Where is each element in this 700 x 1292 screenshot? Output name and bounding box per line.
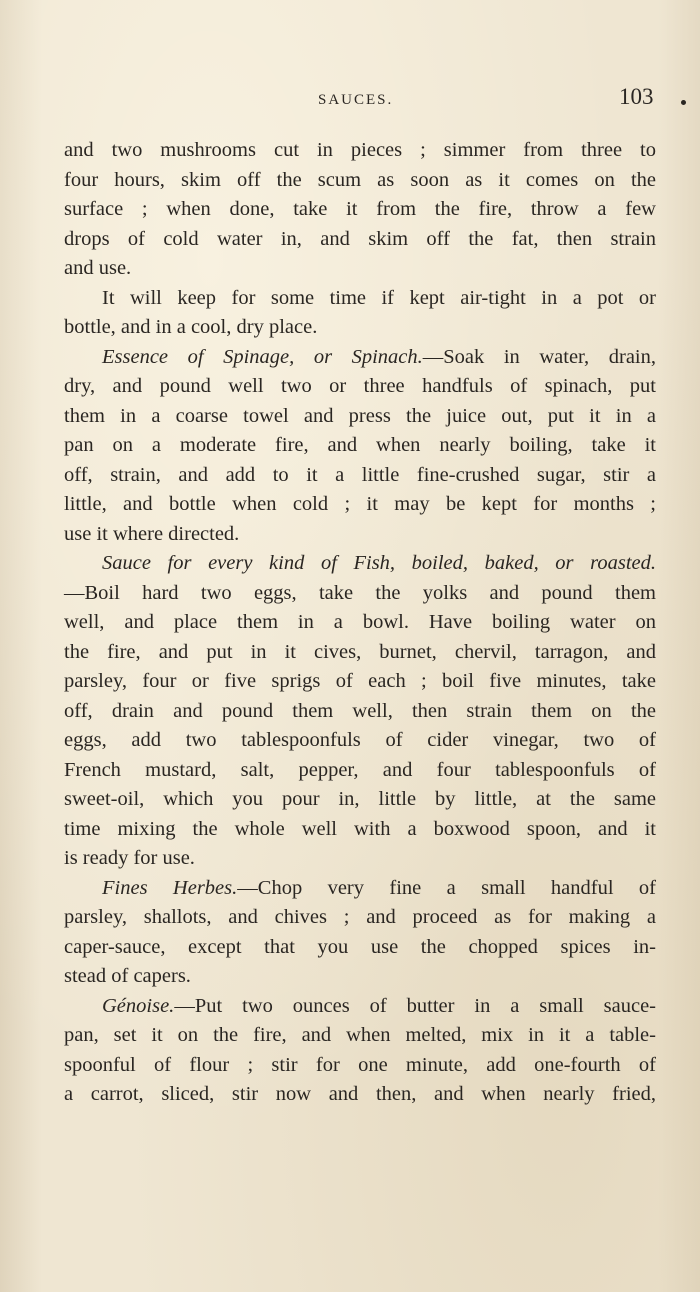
text-line: parsley, four or five sprigs of each ; boil five minutes, take [64, 670, 656, 692]
text-line: is ready for use. [64, 847, 195, 869]
recipe-heading: Sauce for every kind of Fish, boiled, baked, or roasted. [102, 552, 656, 574]
running-head [0, 84, 700, 114]
text-line: It will keep for some time if kept air-tight in a pot or [102, 286, 656, 309]
text-line: off, strain, and add to it a little fine-crushed sugar, stir a [64, 463, 656, 486]
text-line: use it where directed. [64, 522, 240, 545]
text-line: stead of capers. [64, 965, 191, 987]
recipe-essence-of-spinach [64, 343, 656, 550]
text-line [64, 992, 656, 1022]
recipe-fines-herbes [64, 874, 656, 992]
recipe-heading: Génoise. [102, 994, 175, 1017]
recipe-text: —Soak in water, drain, [422, 345, 656, 368]
text-line [64, 343, 656, 373]
recipe-heading: Fines Herbes. [102, 876, 238, 899]
text-line: a carrot, sliced, stir now and then, and when nearly fried, [64, 1083, 656, 1105]
text-line: four hours, skim off the scum as soon as it comes on the [64, 168, 656, 191]
text-line: bottle, and in a cool, dry place. [64, 316, 318, 338]
paragraph-keeping [64, 284, 656, 343]
text-line: drops of cold water in, and skim off the fat, then strain [64, 227, 656, 250]
page-number: 103 [619, 84, 654, 109]
text-line: time mixing the whole well with a boxwood spoon, and it [64, 817, 656, 840]
body-text [64, 136, 656, 1110]
text-line [64, 549, 656, 579]
text-line: pan on a moderate fire, and when nearly boiling, take it [64, 434, 656, 456]
text-line [64, 874, 656, 904]
text-line: little, and bottle when cold ; it may be kept for months ; [64, 493, 656, 515]
recipe-text: —Put two ounces of butter in a small sauce- [174, 994, 656, 1017]
text-line: the fire, and put in it cives, burnet, chervil, tarragon, and [64, 640, 656, 663]
text-line: spoonful of flour ; stir for one minute, add one-fourth of [64, 1053, 656, 1076]
running-title: SAUCES. [318, 92, 394, 108]
text-line: and use. [64, 257, 132, 279]
recipe-text: —Chop very fine a small handful of [237, 876, 656, 899]
text-line: sweet-oil, which you pour in, little by little, at the same [64, 788, 656, 810]
recipe-heading: Essence of Spinage, or Spinach. [102, 345, 423, 368]
text-line: off, drain and pound them well, then strain them on the [64, 699, 656, 722]
text-line: and two mushrooms cut in pieces ; simmer from three to [64, 139, 656, 161]
text-line: pan, set it on the fire, and when melted, mix in it a table- [64, 1024, 656, 1046]
text-line: well, and place them in a bowl. Have boiling water on [64, 611, 656, 633]
recipe-genoise [64, 992, 656, 1110]
text-line: eggs, add two tablespoonfuls of cider vinegar, two of [64, 729, 656, 751]
text-line: surface ; when done, take it from the fire, throw a few [64, 198, 656, 220]
paragraph-continuation [64, 136, 656, 284]
text-line: caper-sauce, except that you use the chopped spices in- [64, 935, 656, 958]
ink-spot [681, 100, 686, 105]
text-line: French mustard, salt, pepper, and four tablespoonfuls of [64, 758, 656, 781]
text-line: parsley, shallots, and chives ; and proceed as for making a [64, 906, 656, 928]
text-line: —Boil hard two eggs, take the yolks and pound them [64, 581, 656, 604]
text-line: dry, and pound well two or three handfuls of spinach, put [64, 375, 656, 397]
recipe-fish-sauce [64, 549, 656, 874]
text-line: them in a coarse towel and press the juice out, put it in a [64, 404, 656, 427]
